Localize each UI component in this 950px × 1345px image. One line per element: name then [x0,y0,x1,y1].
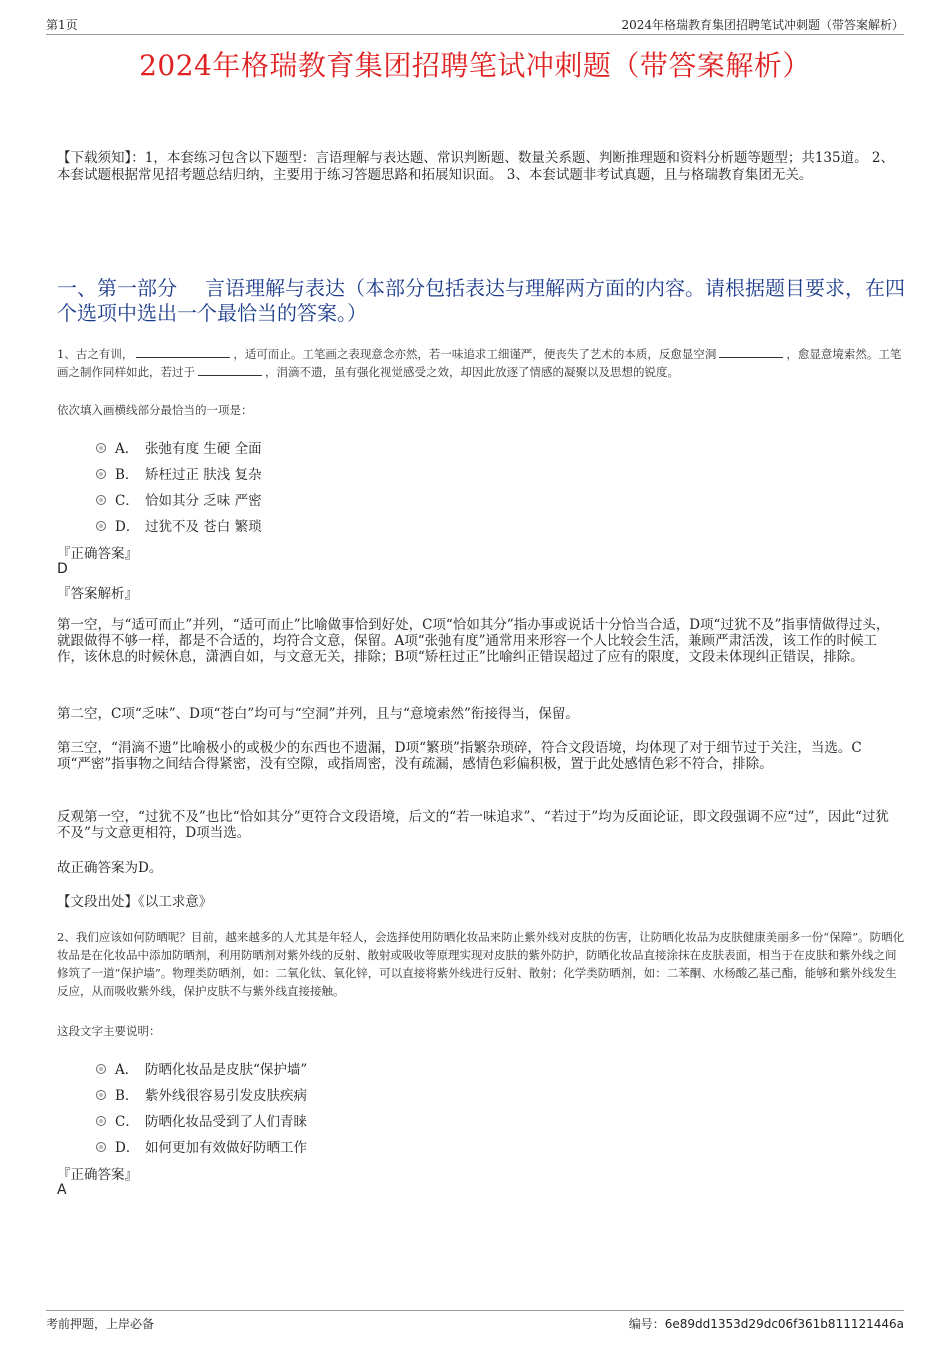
page-header [46,14,904,35]
option-d[interactable]: D． 如何更加有效做好防晒工作 [96,1136,596,1162]
section-title [57,276,907,326]
blank-1 [136,345,230,358]
radio-icon[interactable] [96,1116,106,1126]
option-a[interactable]: A． 防晒化妆品是皮肤“保护墙” [96,1058,596,1084]
answer-label: 『正确答案』 [57,546,138,562]
correct-answer: D [57,561,68,577]
option-c[interactable]: C． 恰如其分 乏味 严密 [96,489,596,515]
page-number: 第1页 [46,18,78,32]
analysis-paragraph: 第二空，C项“乏味”、D项“苍白”均可与“空洞”并列，且与“意境索然”衔接得当，保留。 [57,706,579,722]
question-1-options [96,437,596,541]
blank-3 [198,363,262,376]
option-c[interactable]: C． 防晒化妆品受到了人们青睐 [96,1110,596,1136]
question-2-stem: 2、我们应该如何防晒呢？目前，越来越多的人尤其是年轻人，会选择使用防晒化妆品来防止紫外线对皮肤的伤害，让防晒化妆品为皮肤健康美丽多一份“保障”。防晒化妆品是在化妆品中添加防晒剂，利用防晒剂对紫外线的反射、散射或吸收等原理实现对皮肤的紫外防护，防晒化妆品直接涂抹在皮肤表面，相当于在皮肤和紫外线之间修筑了一道“保护墙”。物理类防晒剂，如：二氧化钛、氧化锌，可以直接将紫外线进行反射、散射；化学类防晒剂，如：二苯酮、水杨酸乙基己酯，能够和紫外线发生反应，从而吸收紫外线，保护皮肤不与紫外线直接接触。 [57,930,905,998]
option-b[interactable]: B． 矫枉过正 肤浅 复杂 [96,463,596,489]
question-1-prompt: 依次填入画横线部分最恰当的一项是： [57,403,253,417]
radio-icon[interactable] [96,521,106,531]
answer-label: 『正确答案』 [57,1167,138,1183]
analysis-paragraph: 第一空，与“适可而止”并列，“适可而止”比喻做事恰到好处，C项“恰如其分”指办事或说话十分恰当合适，D项“过犹不及”指事情做得过头，就跟做得不够一样，都是不合适的，均符合文意，保留。A项“张弛有度”通常用来形容一个人比较会生活，兼顾严肃活泼，该工作的时候工作，该休息的时候休息，潇洒自如，与文意无关，排除；B项“矫枉过正”比喻纠正错误超过了应有的限度，文段未体现纠正错误，排除。 [57,617,890,665]
section-heading: 言语理解与表达（本部分包括表达与理解两方面的内容。请根据题目要求，在四个选项中选出一个最恰当的答案。） [57,276,905,325]
radio-icon[interactable] [96,443,106,453]
radio-icon[interactable] [96,495,106,505]
document-title: 2024年格瑞教育集团招聘笔试冲刺题（带答案解析） [139,49,811,82]
question-2-options [96,1058,596,1162]
footer-slogan: 考前押题，上岸必备 [46,1317,155,1331]
source-citation: 【文段出处】《以工求意》 [57,894,213,910]
radio-icon[interactable] [96,1064,106,1074]
analysis-paragraph: 第三空，“涓滴不遗”比喻极小的或极少的东西也不遗漏，D项“繁琐”指繁杂琐碎，符合文段语境，均体现了对于细节过于关注，当选。C项“严密”指事物之间结合得紧密，没有空隙，或指周密，没有疏漏，感情色彩偏积极，置于此处感情色彩不符合，排除。 [57,740,862,772]
footer-code: 编号：6e89dd1353d29dc06f361b811121446a [628,1317,904,1331]
radio-icon[interactable] [96,1090,106,1100]
radio-icon[interactable] [96,469,106,479]
download-notice: 【下载须知】：1，本套练习包含以下题型：言语理解与表达题、常识判断题、数量关系题、判断推理题和资料分析题等题型；共135道。 2、本套试题根据常见招考题总结归纳，主要用于练习答题思路和拓展知识面。 3、本套试题非考试真题，且与格瑞教育集团无关。 [57,150,894,183]
question-2-prompt: 这段文字主要说明： [57,1024,161,1038]
blank-2 [719,345,783,358]
analysis-paragraph: 反观第一空，“过犹不及”也比“恰如其分”更符合文段语境，后文的“若一味追求”、“若过于”均为反面论证，即文段强调不应“过”，因此“过犹不及”与文意更相符，D项当选。 [57,809,889,841]
option-a[interactable]: A． 张弛有度 生硬 全面 [96,437,596,463]
header-doc-title: 2024年格瑞教育集团招聘笔试冲刺题（带答案解析） [621,18,904,32]
analysis-paragraph: 故正确答案为D。 [57,860,163,876]
section-number: 一、第一部分 [57,276,177,300]
option-d[interactable]: D． 过犹不及 苍白 繁琐 [96,515,596,541]
correct-answer: A [57,1182,67,1198]
question-1-stem: 1、古之有训， ，适可而止。工笔画之表现意念亦然，若一味追求工细谨严，便丧失了艺术的本质，反愈显空洞 ，愈显意境索然。工笔画之制作同样如此，若过于 ，涓滴不遗，虽有强化视觉感受之效，却因此放逐了情感的凝聚以及思想的锐度。 [57,347,902,379]
option-b[interactable]: B． 紫外线很容易引发皮肤疾病 [96,1084,596,1110]
analysis-label: 『答案解析』 [57,586,138,602]
radio-icon[interactable] [96,1142,106,1152]
page-footer [46,1310,904,1331]
